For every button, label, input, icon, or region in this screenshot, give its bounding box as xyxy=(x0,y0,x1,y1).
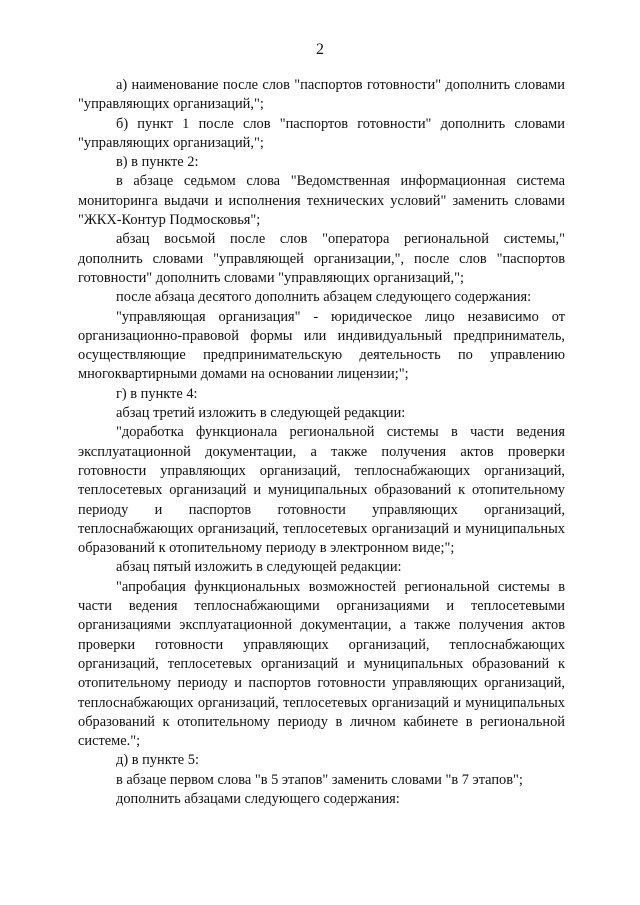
paragraph-abzac-vosmoy: абзац восьмой после слов "оператора региональной системы," дополнить словами "управляющей организации,", после слов "паспортов готовности" дополнить словами "управляющих организаций,"; xyxy=(78,231,565,286)
paragraph-g-punkt-4: г) в пункте 4: xyxy=(116,385,198,402)
page-number: 2 xyxy=(316,41,324,58)
paragraph-dopolnit-abzacami: дополнить абзацами следующего содержания: xyxy=(116,790,400,807)
paragraph-v-punkt-2: в) в пункте 2: xyxy=(116,154,199,171)
paragraph-dorabotka-funkcionala: "доработка функционала региональной системы в части ведения эксплуатационной документации, а также получения актов проверки готовности управляющих организаций, теплоснабжающих организаций, теплосетевых организаций и муниципальных образований к отопительному периоду и паспортов готовности управляющих организаций, теплоснабжающих организаций, теплосетевых организаций и муниципальных образований к отопительному периоду в электронном виде;"; xyxy=(78,424,565,557)
paragraph-upravlyayushchaya-organizaciya: "управляющая организация" - юридическое лицо независимо от организационно-правовой формы или индивидуальный предприниматель, осуществляющие предпринимательскую деятельность по управлению многоквартирными домами на основании лицензии;"; xyxy=(78,308,565,383)
paragraph-d-punkt-5: д) в пункте 5: xyxy=(116,752,199,769)
paragraph-aprobaciya: "апробация функциональных возможностей региональной системы в части ведения теплоснабжающими организациями и теплосетевыми организациями эксплуатационной документации, а также получения актов проверки готовности управляющих организаций, теплоснабжающих организаций, теплосетевых организаций и муниципальных образований к отопительному периоду и паспортов готовности управляющих организаций, теплоснабжающих организаций, теплосетевых организаций и муниципальных образований к отопительному периоду в личном кабинете в региональной системе."; xyxy=(78,578,565,750)
paragraph-abzac-pervyy: в абзаце первом слова "в 5 этапов" заменить словами "в 7 этапов"; xyxy=(116,771,523,788)
paragraph-abzac-sedmoy: в абзаце седьмом слова "Ведомственная информационная система мониторинга выдачи и исполнения технических условий" заменить словами "ЖКХ-Контур Подмосковья"; xyxy=(78,173,565,229)
paragraph-posle-abzaca-desyatogo: после абзаца десятого дополнить абзацем следующего содержания: xyxy=(116,289,532,306)
document-body xyxy=(78,76,565,809)
paragraph-a-naimenovanie: а) наименование после слов "паспортов готовности" дополнить словами "управляющих организаций,"; xyxy=(78,77,565,113)
paragraph-b-punkt-1: б) пункт 1 после слов "паспортов готовности" дополнить словами "управляющих организаций,"; xyxy=(78,115,565,151)
paragraph-abzac-tretiy: абзац третий изложить в следующей редакции: xyxy=(116,405,406,422)
paragraph-abzac-pyatyy: абзац пятый изложить в следующей редакции: xyxy=(116,559,402,576)
